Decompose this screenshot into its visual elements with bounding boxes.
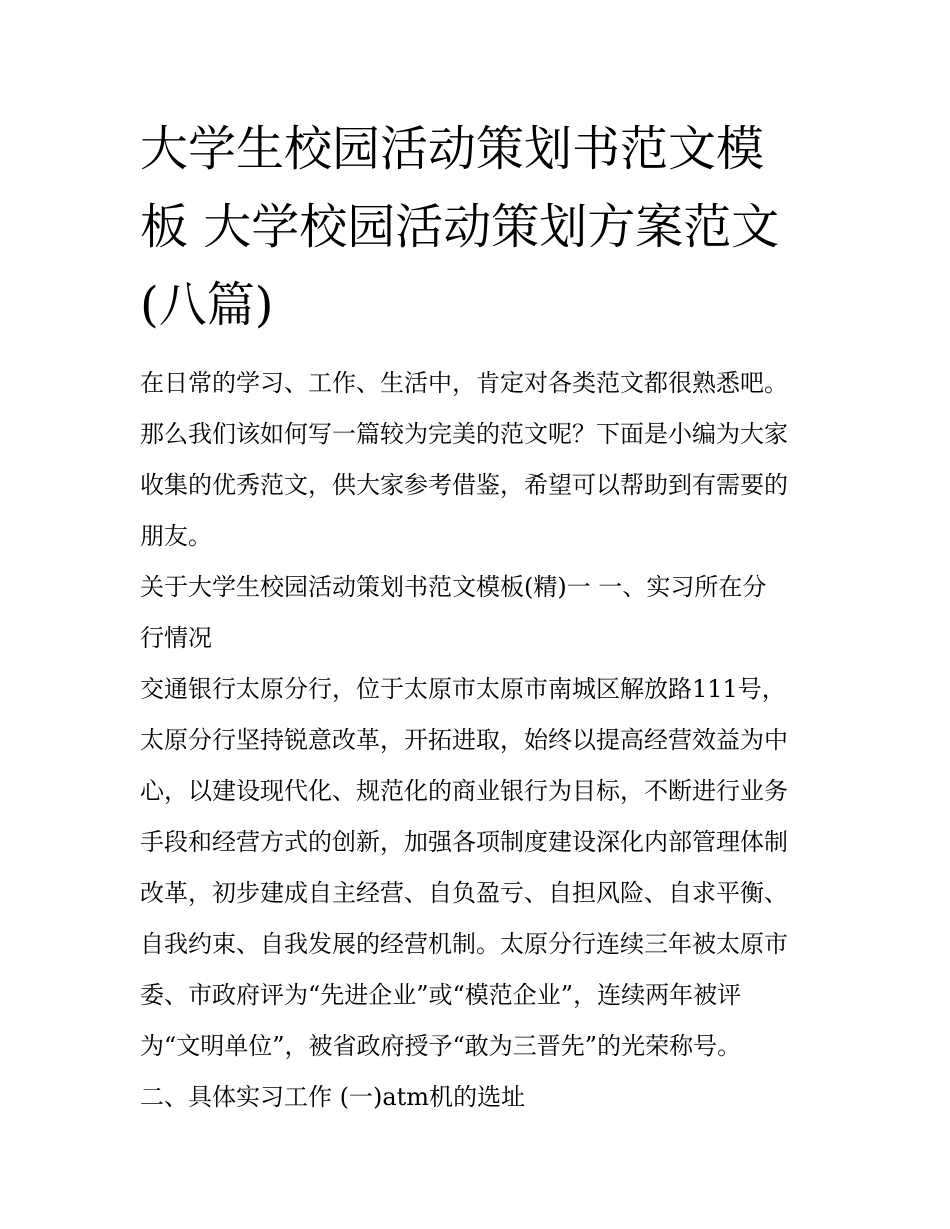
text-line: 心，以建设现代化、规范化的商业银行为目标，不断进行业务 xyxy=(140,777,788,805)
text-line: 朋友。 xyxy=(140,522,212,550)
text-line: 交通银行太原分行，位于太原市太原市南城区解放路111号， xyxy=(140,675,786,703)
text-line: 自我约束、自我发展的经营机制。太原分行连续三年被太原市 xyxy=(140,930,788,958)
document-body xyxy=(140,358,820,1123)
text-line: 太原分行坚持锐意改革，开拓进取，始终以提高经营效益为中 xyxy=(140,726,788,754)
title-line: 板 大学校园活动策划方案范文 xyxy=(140,199,780,255)
text-line: 手段和经营方式的创新，加强各项制度建设深化内部管理体制 xyxy=(140,828,788,856)
text-line: 收集的优秀范文，供大家参考借鉴，希望可以帮助到有需要的 xyxy=(140,471,788,499)
title-line: (八篇) xyxy=(140,277,274,333)
text-line: 那么我们该如何写一篇较为完美的范文呢？下面是小编为大家 xyxy=(140,420,788,448)
title-line: 大学生校园活动策划书范文模 xyxy=(140,121,765,177)
intro-paragraph xyxy=(140,358,820,562)
text-line: 在日常的学习、工作、生活中，肯定对各类范文都很熟悉吧。 xyxy=(140,369,788,397)
bank-description-paragraph xyxy=(140,664,820,1072)
document-title xyxy=(140,110,820,344)
text-line: 为“文明单位”，被省政府授予“敢为三晋先”的光荣称号。 xyxy=(140,1032,742,1060)
text-line: 行情况 xyxy=(140,624,212,652)
text-line: 改革，初步建成自主经营、自负盈亏、自担风险、自求平衡、 xyxy=(140,879,788,907)
text-line: 二、具体实习工作 (一)atm机的选址 xyxy=(140,1083,526,1111)
document-page xyxy=(140,110,820,1123)
subsection-heading-paragraph xyxy=(140,1072,820,1123)
section-heading-paragraph xyxy=(140,562,820,664)
text-line: 委、市政府评为“先进企业”或“模范企业”，连续两年被评 xyxy=(140,981,742,1009)
text-line: 关于大学生校园活动策划书范文模板(精)一 一、实习所在分 xyxy=(140,573,767,601)
